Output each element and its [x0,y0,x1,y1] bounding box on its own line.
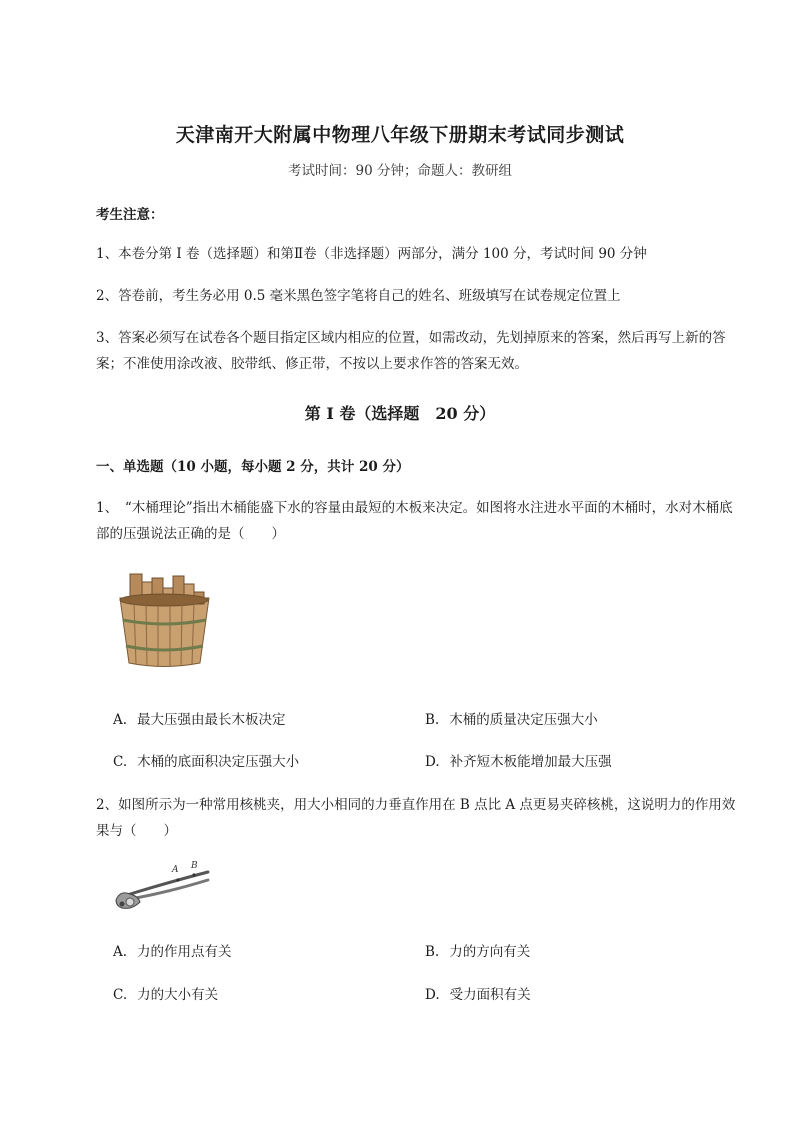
q1-option-c[interactable] [113,750,299,770]
wooden-bucket-figure [112,568,217,677]
notice-item-1: 1、本卷分第 I 卷（选择题）和第Ⅱ卷（非选择题）两部分，满分 100 分，考试时间 90 分钟 [96,246,647,262]
question-1-text: 1、 “木桶理论”指出木桶能盛下水的容量由最短的木板来决定。如图将水注进水平面的木桶时，水对木桶底部的压强说法正确的是（ ） [96,500,733,542]
page-title: 天津南开大附属中物理八年级下册期末考试同步测试 [175,124,625,146]
option-letter: A. [113,944,128,960]
option-text: 力的方向有关 [449,944,531,960]
option-text: 木桶的质量决定压强大小 [449,712,598,728]
notice-item-3: 3、答案必须写在试卷各个题目指定区域内相应的位置，如需改动，先划掉原来的答案，然后再写上新的答案；不准使用涂改液、胶带纸、修正带，不按以上要求作答的答案无效。 [96,330,726,372]
q2-option-b[interactable] [425,940,530,960]
option-text: 补齐短木板能增加最大压强 [449,754,612,770]
nutcracker-figure [112,858,217,922]
option-text: 最大压强由最长木板决定 [137,712,286,728]
section-title: 第 I 卷（选择题 20 分） [304,404,496,423]
option-letter: D. [425,987,440,1003]
point-b-label: B [191,861,198,871]
q2-option-d[interactable] [425,983,531,1003]
option-text: 木桶的底面积决定压强大小 [137,754,300,770]
wooden-bucket-icon [112,568,217,673]
q2-option-c[interactable] [113,983,218,1003]
notice-item-2: 2、答卷前，考生务必用 0.5 毫米黑色签字笔将自己的姓名、班级填写在试卷规定位置上 [96,288,621,304]
option-letter: B. [425,944,440,960]
q2-option-a[interactable] [113,940,232,960]
point-a-label: A [172,865,179,875]
question-2-text: 2、如图所示为一种常用核桃夹，用大小相同的力垂直作用在 B 点比 A 点更易夹碎核桃，这说明力的作用效果与（ ） [96,797,736,839]
notice-heading: 考生注意： [96,207,164,223]
option-letter: A. [113,712,128,728]
nutcracker-icon [112,858,217,918]
option-text: 力的大小有关 [137,987,219,1003]
exam-info: 考试时间：90 分钟；命题人：教研组 [288,163,512,179]
q1-option-b[interactable] [425,708,598,728]
option-letter: C. [113,987,128,1003]
option-text: 受力面积有关 [449,987,531,1003]
option-letter: D. [425,754,440,770]
option-letter: C. [113,754,128,770]
q1-option-d[interactable] [425,750,612,770]
option-text: 力的作用点有关 [137,944,232,960]
option-letter: B. [425,712,440,728]
section-subheading: 一、单选题（10 小题，每小题 2 分，共计 20 分） [96,459,410,475]
q1-option-a[interactable] [113,708,286,728]
